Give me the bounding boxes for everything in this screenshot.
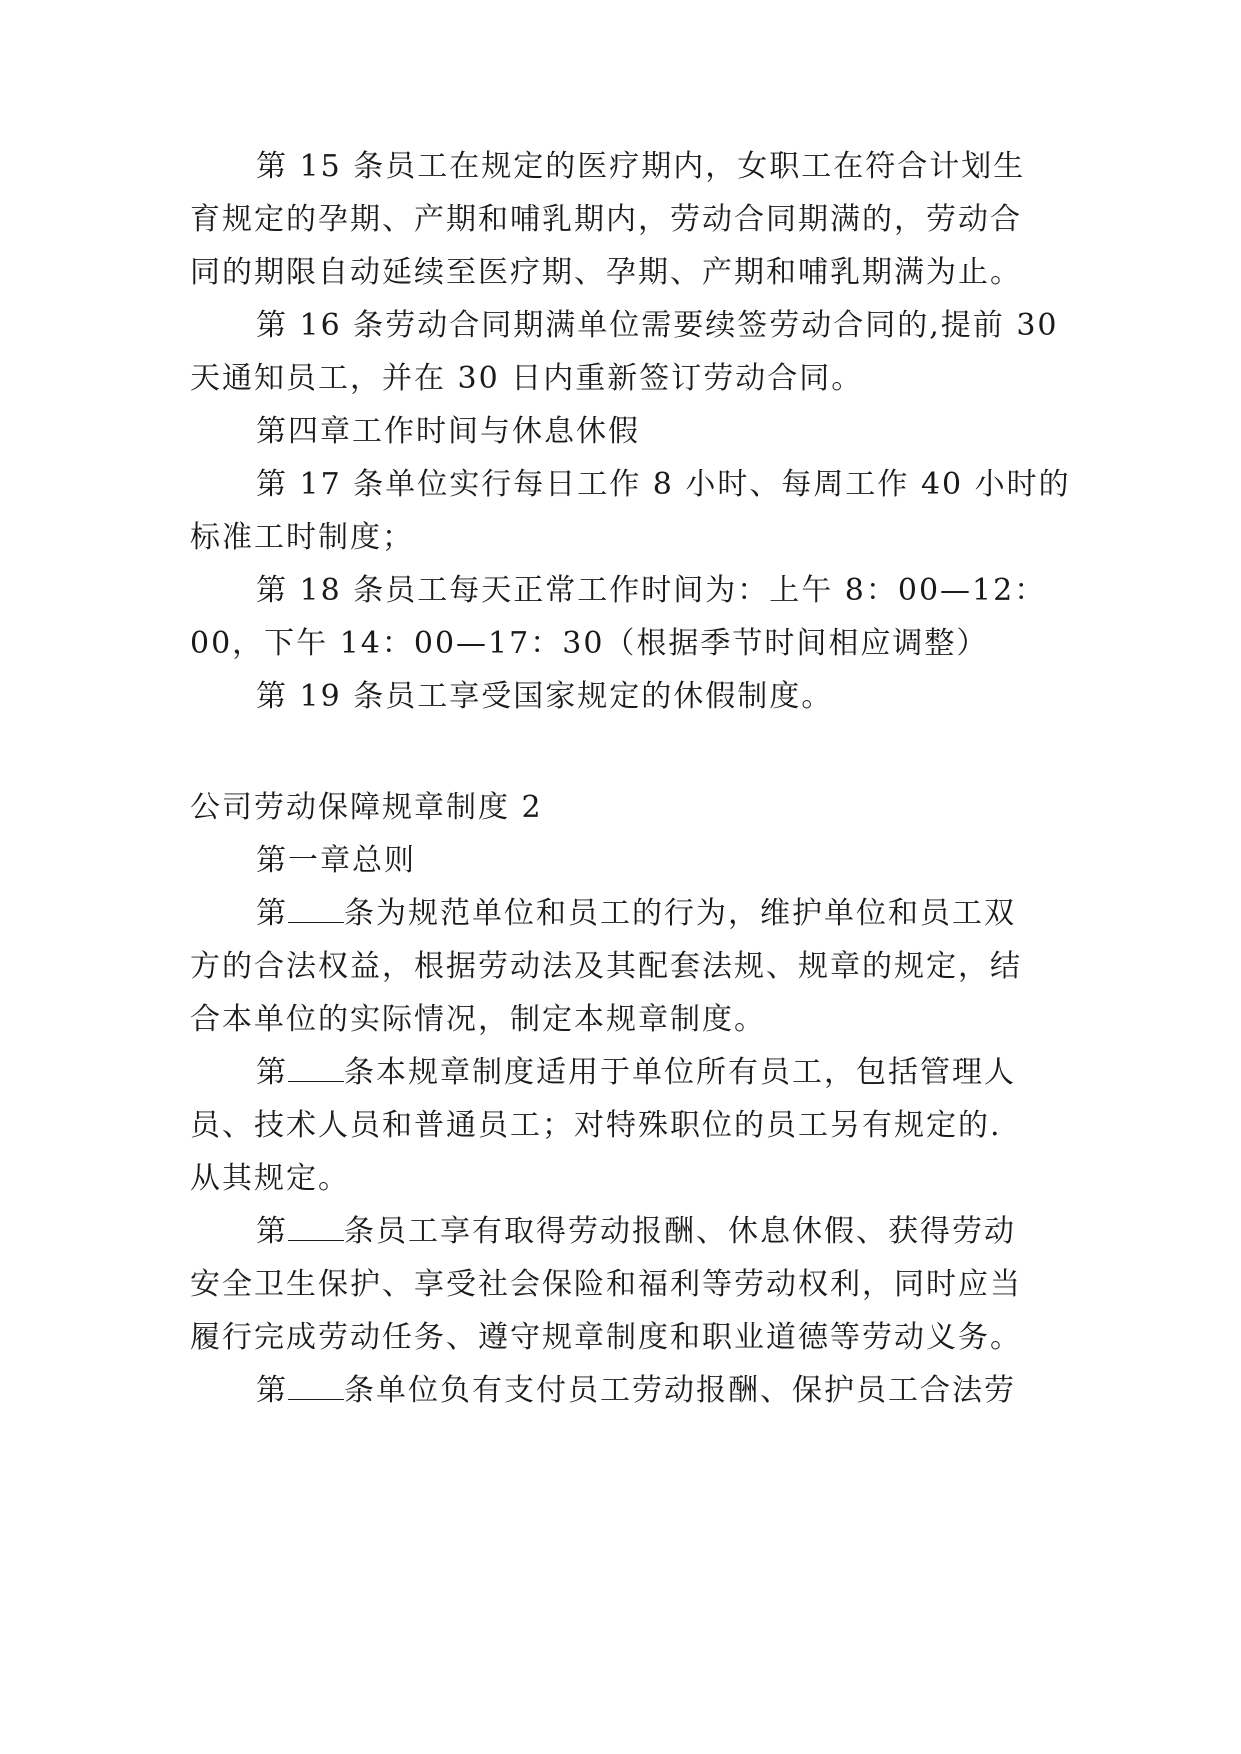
paragraph-line: 00，下午 14：00—17：30（根据季节时间相应调整） xyxy=(190,626,989,661)
paragraph-line: 标准工时制度； xyxy=(190,520,414,555)
chapter-heading: 第四章工作时间与休息休假 xyxy=(256,414,640,449)
paragraph-line: 员、技术人员和普通员工；对特殊职位的员工另有规定的. xyxy=(190,1108,1002,1143)
paragraph-line xyxy=(256,1371,1156,1411)
chapter-heading: 第一章总则 xyxy=(256,843,416,878)
paragraph-line: 第 16 条劳动合同期满单位需要续签劳动合同的,提前 30 xyxy=(256,308,1059,343)
article-prefix: 第 xyxy=(256,1373,288,1408)
article-number-blank xyxy=(288,896,344,923)
paragraph-line: 同的期限自动延续至医疗期、孕期、产期和哺乳期满为止。 xyxy=(190,255,1022,290)
paragraph-line xyxy=(256,894,1156,934)
paragraph-line: 育规定的孕期、产期和哺乳期内，劳动合同期满的，劳动合 xyxy=(190,202,1022,237)
paragraph-line: 方的合法权益，根据劳动法及其配套法规、规章的规定，结 xyxy=(190,949,1022,984)
article-prefix: 第 xyxy=(256,1214,288,1249)
article-prefix: 第 xyxy=(256,896,288,931)
paragraph-line: 合本单位的实际情况，制定本规章制度。 xyxy=(190,1002,766,1037)
article-text: 条本规章制度适用于单位所有员工，包括管理人 xyxy=(344,1055,1016,1090)
paragraph-line: 安全卫生保护、享受社会保险和福利等劳动权利，同时应当 xyxy=(190,1267,1022,1302)
paragraph-line: 第 18 条员工每天正常工作时间为：上午 8：00—12： xyxy=(256,573,1047,608)
article-prefix: 第 xyxy=(256,1055,288,1090)
article-text: 条为规范单位和员工的行为，维护单位和员工双 xyxy=(344,896,1016,931)
paragraph-line: 履行完成劳动任务、遵守规章制度和职业道德等劳动义务。 xyxy=(190,1320,1022,1355)
paragraph-line xyxy=(256,1053,1156,1093)
paragraph-line: 第 15 条员工在规定的医疗期内，女职工在符合计划生 xyxy=(256,149,1026,184)
paragraph-line: 第 19 条员工享受国家规定的休假制度。 xyxy=(256,679,834,714)
article-text: 条员工享有取得劳动报酬、休息休假、获得劳动 xyxy=(344,1214,1016,1249)
section-title: 公司劳动保障规章制度 2 xyxy=(190,790,543,825)
article-number-blank xyxy=(288,1214,344,1241)
paragraph-line xyxy=(256,1212,1156,1252)
article-number-blank xyxy=(288,1373,344,1400)
paragraph-line: 第 17 条单位实行每日工作 8 小时、每周工作 40 小时的 xyxy=(256,467,1071,502)
article-number-blank xyxy=(288,1055,344,1082)
article-text: 条单位负有支付员工劳动报酬、保护员工合法劳 xyxy=(344,1373,1016,1408)
paragraph-line: 天通知员工，并在 30 日内重新签订劳动合同。 xyxy=(190,361,864,396)
paragraph-line: 从其规定。 xyxy=(190,1161,350,1196)
